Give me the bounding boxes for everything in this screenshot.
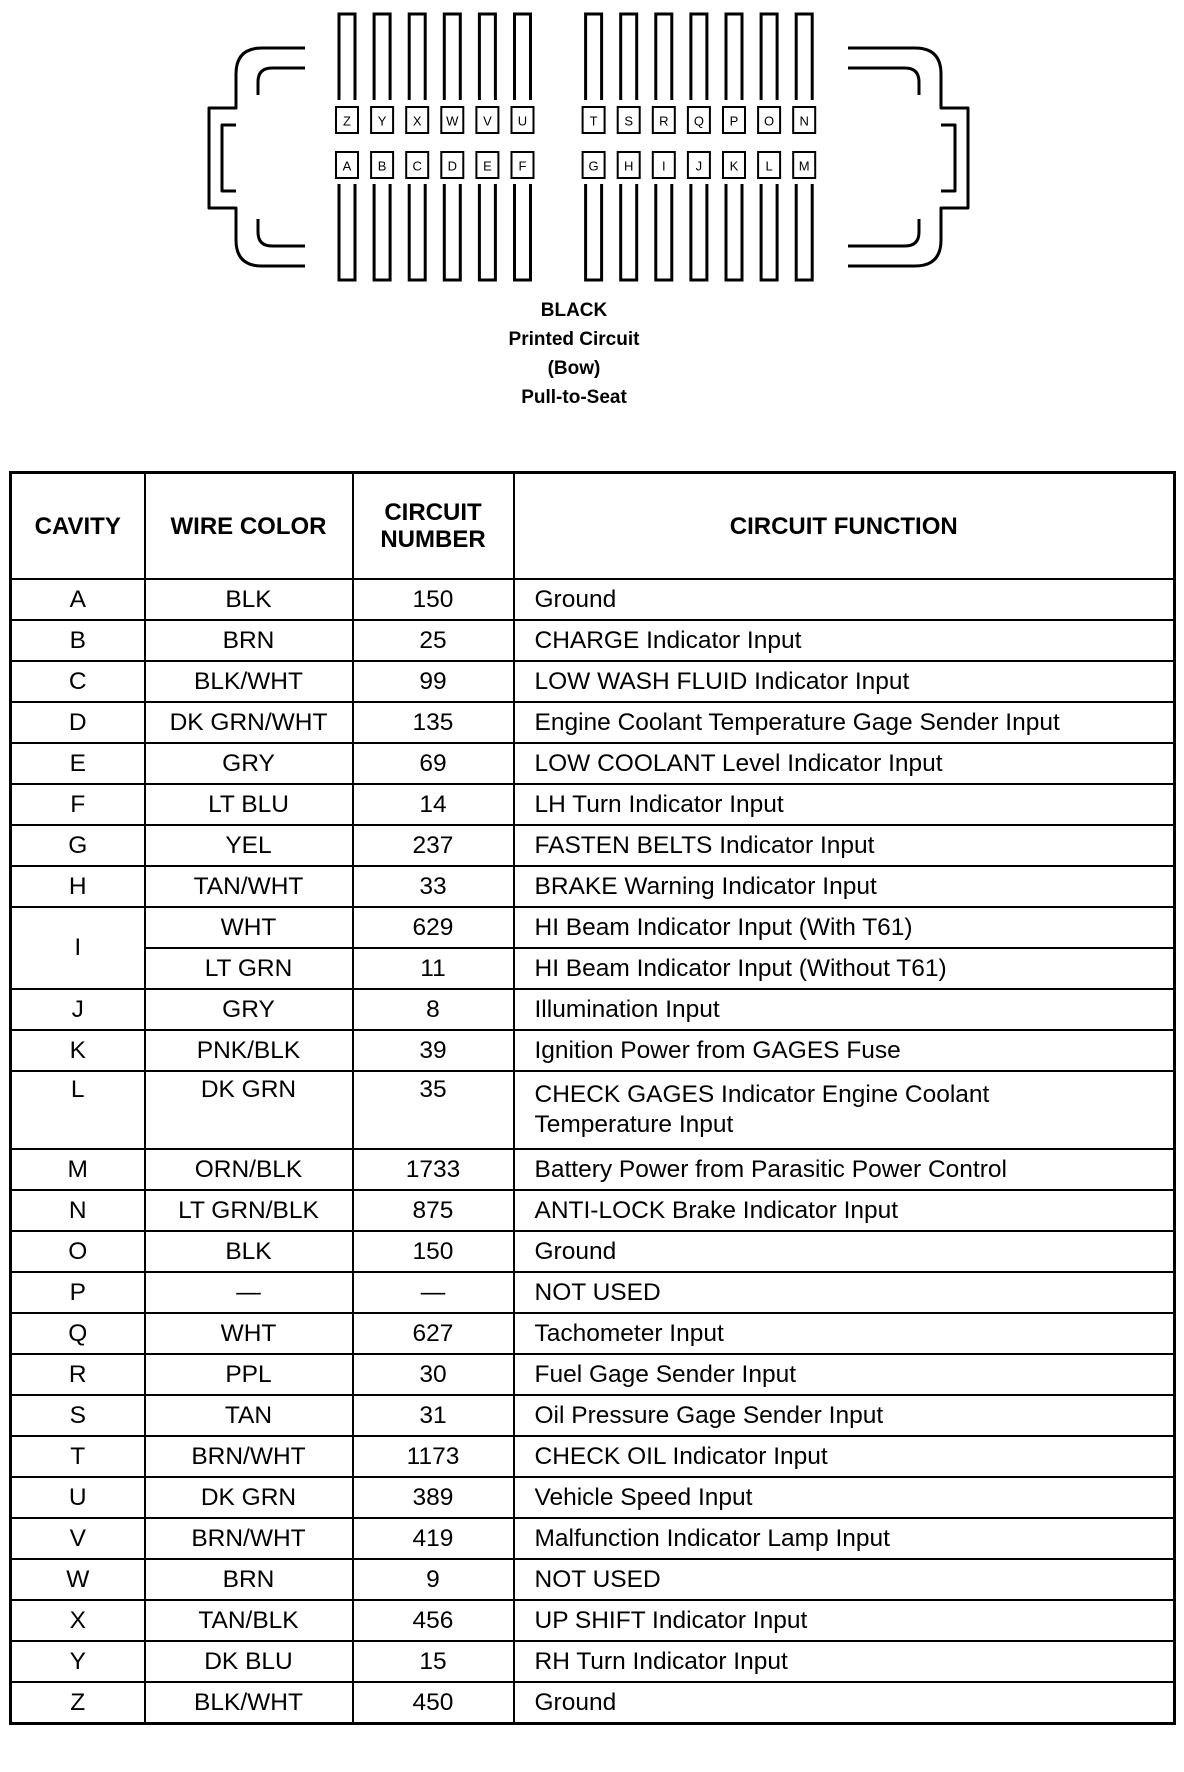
connector-diagram [0, 0, 1184, 300]
pin-cavity-top [476, 107, 498, 133]
cell-circuit-function-line2: Temperature Input [534, 1111, 734, 1138]
cell-circuit-function: CHECK OIL Indicator Input [514, 1436, 1175, 1477]
connector-fin-bottom [479, 184, 495, 280]
pin-cavity-top [653, 107, 675, 133]
table-header-row [11, 473, 1175, 580]
pin-cavity-label: K [729, 158, 739, 174]
pin-cavity-bottom [758, 152, 780, 178]
cell-wire-color: BLK [145, 1231, 353, 1272]
cell-wire-color: BLK/WHT [145, 1682, 353, 1724]
pin-cavity-label: I [661, 158, 666, 174]
pin-cavity-label: J [695, 158, 703, 174]
cell-wire-color: BLK [145, 579, 353, 620]
table-row [11, 907, 1175, 948]
cell-circuit-number: 629 [353, 907, 514, 948]
cell-cavity: Q [11, 1313, 145, 1354]
cell-circuit-number: 875 [353, 1190, 514, 1231]
cell-circuit-number: 150 [353, 579, 514, 620]
cell-circuit-function: UP SHIFT Indicator Input [514, 1600, 1175, 1641]
pin-cavity-label: N [799, 113, 809, 129]
table-row [11, 866, 1175, 907]
table-row [11, 1641, 1175, 1682]
pin-cavity-label: U [517, 113, 528, 129]
cell-cavity: X [11, 1600, 145, 1641]
cell-circuit-number: 25 [353, 620, 514, 661]
connector-fin-top [515, 14, 531, 100]
cell-circuit-number: 135 [353, 702, 514, 743]
cell-circuit-function: NOT USED [514, 1272, 1175, 1313]
cell-circuit-function: Vehicle Speed Input [514, 1477, 1175, 1518]
pin-cavity-bottom [723, 152, 745, 178]
table-row [11, 1313, 1175, 1354]
cell-cavity: J [11, 989, 145, 1030]
connector-inner-left-bottom [258, 219, 305, 246]
cell-circuit-number: 419 [353, 1518, 514, 1559]
pin-cavity-top [793, 107, 815, 133]
cell-circuit-number: 450 [353, 1682, 514, 1724]
cell-circuit-function: LOW COOLANT Level Indicator Input [514, 743, 1175, 784]
cell-circuit-function: Ground [514, 1231, 1175, 1272]
cell-wire-color: LT BLU [145, 784, 353, 825]
table-row [11, 1682, 1175, 1724]
cell-circuit-function: Tachometer Input [514, 1313, 1175, 1354]
header-circuit-number-line2: NUMBER [380, 526, 486, 553]
connector-fin-bottom [761, 184, 777, 280]
cell-cavity: O [11, 1231, 145, 1272]
table-row [11, 948, 1175, 989]
connector-inner-left [258, 68, 305, 95]
connector-fin-top [656, 14, 672, 100]
connector-fin-top [586, 14, 602, 100]
cell-cavity: A [11, 579, 145, 620]
cell-wire-color: LT GRN [145, 948, 353, 989]
cell-wire-color: GRY [145, 989, 353, 1030]
cell-circuit-function: CHARGE Indicator Input [514, 620, 1175, 661]
caption-line-style: (Bow) [547, 358, 601, 379]
cell-circuit-function: HI Beam Indicator Input (Without T61) [514, 948, 1175, 989]
connector-fin-bottom [691, 184, 707, 280]
table-row [11, 989, 1175, 1030]
cell-wire-color: BRN/WHT [145, 1518, 353, 1559]
pin-cavity-label: G [588, 158, 599, 174]
pin-cavity-label: P [729, 113, 739, 129]
cell-circuit-function: ANTI-LOCK Brake Indicator Input [514, 1190, 1175, 1231]
cell-wire-color: LT GRN/BLK [145, 1190, 353, 1231]
cell-wire-color: BRN [145, 1559, 353, 1600]
table-row [11, 1272, 1175, 1313]
cell-cavity: S [11, 1395, 145, 1436]
cell-circuit-number: 69 [353, 743, 514, 784]
pin-cavity-bottom [653, 152, 675, 178]
connector-fin-bottom [409, 184, 425, 280]
table-row [11, 579, 1175, 620]
pin-cavity-label: L [765, 158, 773, 174]
cell-circuit-number: 9 [353, 1559, 514, 1600]
header-circuit-number-line1: CIRCUIT [384, 499, 482, 526]
pin-cavity-label: W [446, 113, 459, 129]
cell-cavity: Y [11, 1641, 145, 1682]
cell-wire-color: — [145, 1272, 353, 1313]
cell-circuit-number: 39 [353, 1030, 514, 1071]
pin-cavity-label: B [377, 158, 387, 174]
cell-circuit-function: Fuel Gage Sender Input [514, 1354, 1175, 1395]
pin-cavity-label: M [798, 158, 810, 174]
cell-circuit-number: 15 [353, 1641, 514, 1682]
connector-fin-bottom [374, 184, 390, 280]
header-circuit-function: CIRCUIT FUNCTION [514, 473, 1175, 580]
connector-fin-bottom [621, 184, 637, 280]
cell-cavity: G [11, 825, 145, 866]
cell-cavity: P [11, 1272, 145, 1313]
pin-cavity-top [371, 107, 393, 133]
cell-cavity: H [11, 866, 145, 907]
pin-cavity-bottom [371, 152, 393, 178]
connector-fin-bottom [656, 184, 672, 280]
cell-wire-color: TAN/WHT [145, 866, 353, 907]
table-row [11, 1518, 1175, 1559]
pin-cavity-label: T [589, 113, 598, 129]
cell-circuit-function: Malfunction Indicator Lamp Input [514, 1518, 1175, 1559]
pin-cavity-bottom [476, 152, 498, 178]
cell-wire-color: BRN [145, 620, 353, 661]
cell-circuit-function: Oil Pressure Gage Sender Input [514, 1395, 1175, 1436]
cell-circuit-function [514, 1071, 1175, 1149]
connector-fin-bottom [339, 184, 355, 280]
table-row [11, 1149, 1175, 1190]
cell-circuit-number: 14 [353, 784, 514, 825]
connector-fin-top [409, 14, 425, 100]
connector-fin-top [339, 14, 355, 100]
table-row [11, 743, 1175, 784]
pin-cavity-label: S [624, 113, 634, 129]
pin-cavity-label: O [764, 113, 775, 129]
cell-cavity: D [11, 702, 145, 743]
cell-wire-color: PPL [145, 1354, 353, 1395]
cell-circuit-number: 627 [353, 1313, 514, 1354]
connector-fin-top [479, 14, 495, 100]
cell-wire-color: PNK/BLK [145, 1030, 353, 1071]
connector-fin-top [796, 14, 812, 100]
connector-inner-right [848, 68, 919, 95]
cell-circuit-number: 237 [353, 825, 514, 866]
cell-cavity: L [11, 1071, 145, 1149]
cell-cavity: V [11, 1518, 145, 1559]
pin-cavity-label: C [412, 158, 422, 174]
table-row [11, 784, 1175, 825]
caption-line-seat: Pull-to-Seat [521, 387, 627, 408]
cell-cavity: F [11, 784, 145, 825]
cell-circuit-function: LOW WASH FLUID Indicator Input [514, 661, 1175, 702]
table-row [11, 1436, 1175, 1477]
cell-circuit-number: 33 [353, 866, 514, 907]
header-cavity: CAVITY [11, 473, 145, 580]
pin-cavity-label: Q [693, 113, 704, 129]
cell-circuit-number: 8 [353, 989, 514, 1030]
connector-fin-top [374, 14, 390, 100]
pin-cavity-bottom [583, 152, 605, 178]
cell-circuit-function: Ground [514, 579, 1175, 620]
pin-cavity-bottom [441, 152, 463, 178]
cell-cavity: M [11, 1149, 145, 1190]
table-row [11, 1190, 1175, 1231]
cell-circuit-number: 389 [353, 1477, 514, 1518]
pin-cavity-top [512, 107, 534, 133]
pin-cavity-label: Y [377, 113, 387, 129]
table-row [11, 1600, 1175, 1641]
cell-cavity: U [11, 1477, 145, 1518]
pin-cavity-label: D [447, 158, 457, 174]
cell-circuit-number: 1173 [353, 1436, 514, 1477]
pin-cavity-label: F [518, 158, 527, 174]
connector-tab-left [222, 125, 236, 191]
cell-cavity: K [11, 1030, 145, 1071]
pin-cavity-top [441, 107, 463, 133]
cell-circuit-number: 11 [353, 948, 514, 989]
cell-circuit-number: 31 [353, 1395, 514, 1436]
cell-wire-color: DK GRN [145, 1071, 353, 1149]
connector-fin-bottom [726, 184, 742, 280]
cell-circuit-number: 1733 [353, 1149, 514, 1190]
cell-cavity: T [11, 1436, 145, 1477]
cell-circuit-number: — [353, 1272, 514, 1313]
pin-cavity-bottom [406, 152, 428, 178]
connector-inner-right-bottom [848, 219, 919, 246]
pin-cavity-top [406, 107, 428, 133]
table-row [11, 1395, 1175, 1436]
cell-circuit-function: Battery Power from Parasitic Power Control [514, 1149, 1175, 1190]
connector-fin-top [691, 14, 707, 100]
pin-cavity-label: R [659, 113, 669, 129]
cell-cavity: R [11, 1354, 145, 1395]
cell-wire-color: ORN/BLK [145, 1149, 353, 1190]
connector-fin-bottom [444, 184, 460, 280]
cell-wire-color: BRN/WHT [145, 1436, 353, 1477]
table-row [11, 1477, 1175, 1518]
cell-circuit-function: HI Beam Indicator Input (With T61) [514, 907, 1175, 948]
cell-circuit-function: Illumination Input [514, 989, 1175, 1030]
table-row [11, 825, 1175, 866]
cell-circuit-function: Engine Coolant Temperature Gage Sender Input [514, 702, 1175, 743]
connector-fin-bottom [796, 184, 812, 280]
cell-wire-color: TAN [145, 1395, 353, 1436]
pin-cavity-top [336, 107, 358, 133]
pin-cavity-top [688, 107, 710, 133]
connector-fin-bottom [586, 184, 602, 280]
pin-cavity-bottom [336, 152, 358, 178]
cell-circuit-function: RH Turn Indicator Input [514, 1641, 1175, 1682]
cell-cavity: W [11, 1559, 145, 1600]
cell-cavity: C [11, 661, 145, 702]
cell-circuit-function: LH Turn Indicator Input [514, 784, 1175, 825]
header-wire-color: WIRE COLOR [145, 473, 353, 580]
pin-cavity-label: V [483, 113, 492, 129]
pin-cavity-label: Z [343, 113, 351, 129]
connector-fin-top [726, 14, 742, 100]
table-row [11, 1231, 1175, 1272]
cell-wire-color: GRY [145, 743, 353, 784]
connector-fin-top [444, 14, 460, 100]
table-row [11, 1030, 1175, 1071]
cell-circuit-function: FASTEN BELTS Indicator Input [514, 825, 1175, 866]
cell-circuit-function: Ignition Power from GAGES Fuse [514, 1030, 1175, 1071]
pin-cavity-top [618, 107, 640, 133]
connector-body-right [848, 48, 968, 266]
cell-cavity: E [11, 743, 145, 784]
pin-cavity-top [758, 107, 780, 133]
table-row [11, 1559, 1175, 1600]
connector-fin-top [621, 14, 637, 100]
pin-cavity-bottom [618, 152, 640, 178]
cell-wire-color: BLK/WHT [145, 661, 353, 702]
table-row [11, 1071, 1175, 1149]
cell-circuit-function: Ground [514, 1682, 1175, 1724]
pin-cavity-bottom [688, 152, 710, 178]
cell-circuit-number: 456 [353, 1600, 514, 1641]
cell-circuit-number: 99 [353, 661, 514, 702]
pin-cavity-label: H [624, 158, 634, 174]
pin-cavity-bottom [793, 152, 815, 178]
cell-circuit-number: 30 [353, 1354, 514, 1395]
cell-circuit-function: NOT USED [514, 1559, 1175, 1600]
pin-cavity-bottom [512, 152, 534, 178]
connector-fin-top [761, 14, 777, 100]
cell-wire-color: DK GRN [145, 1477, 353, 1518]
connector-caption [474, 296, 674, 412]
cell-cavity: B [11, 620, 145, 661]
cell-wire-color: DK GRN/WHT [145, 702, 353, 743]
table-row [11, 702, 1175, 743]
table-row [11, 1354, 1175, 1395]
pinout-table [9, 471, 1176, 1725]
connector-fin-bottom [515, 184, 531, 280]
cell-cavity: I [11, 907, 145, 989]
pin-cavity-label: E [483, 158, 492, 174]
table-row [11, 661, 1175, 702]
cell-wire-color: YEL [145, 825, 353, 866]
cell-wire-color: WHT [145, 907, 353, 948]
caption-line-color: BLACK [540, 300, 608, 321]
pin-cavity-top [723, 107, 745, 133]
cell-circuit-function: BRAKE Warning Indicator Input [514, 866, 1175, 907]
cell-circuit-number: 35 [353, 1071, 514, 1149]
table-row [11, 620, 1175, 661]
pin-cavity-label: A [342, 158, 352, 174]
cell-wire-color: TAN/BLK [145, 1600, 353, 1641]
cell-circuit-number: 150 [353, 1231, 514, 1272]
header-circuit-number [353, 473, 514, 580]
pin-cavity-label: X [412, 113, 422, 129]
cell-wire-color: WHT [145, 1313, 353, 1354]
cell-cavity: Z [11, 1682, 145, 1724]
pin-cavity-top [583, 107, 605, 133]
cell-cavity: N [11, 1190, 145, 1231]
caption-line-type: Printed Circuit [508, 329, 640, 350]
cell-circuit-function-line1: CHECK GAGES Indicator Engine Coolant [534, 1081, 990, 1108]
connector-tab-right [941, 125, 955, 191]
cell-wire-color: DK BLU [145, 1641, 353, 1682]
